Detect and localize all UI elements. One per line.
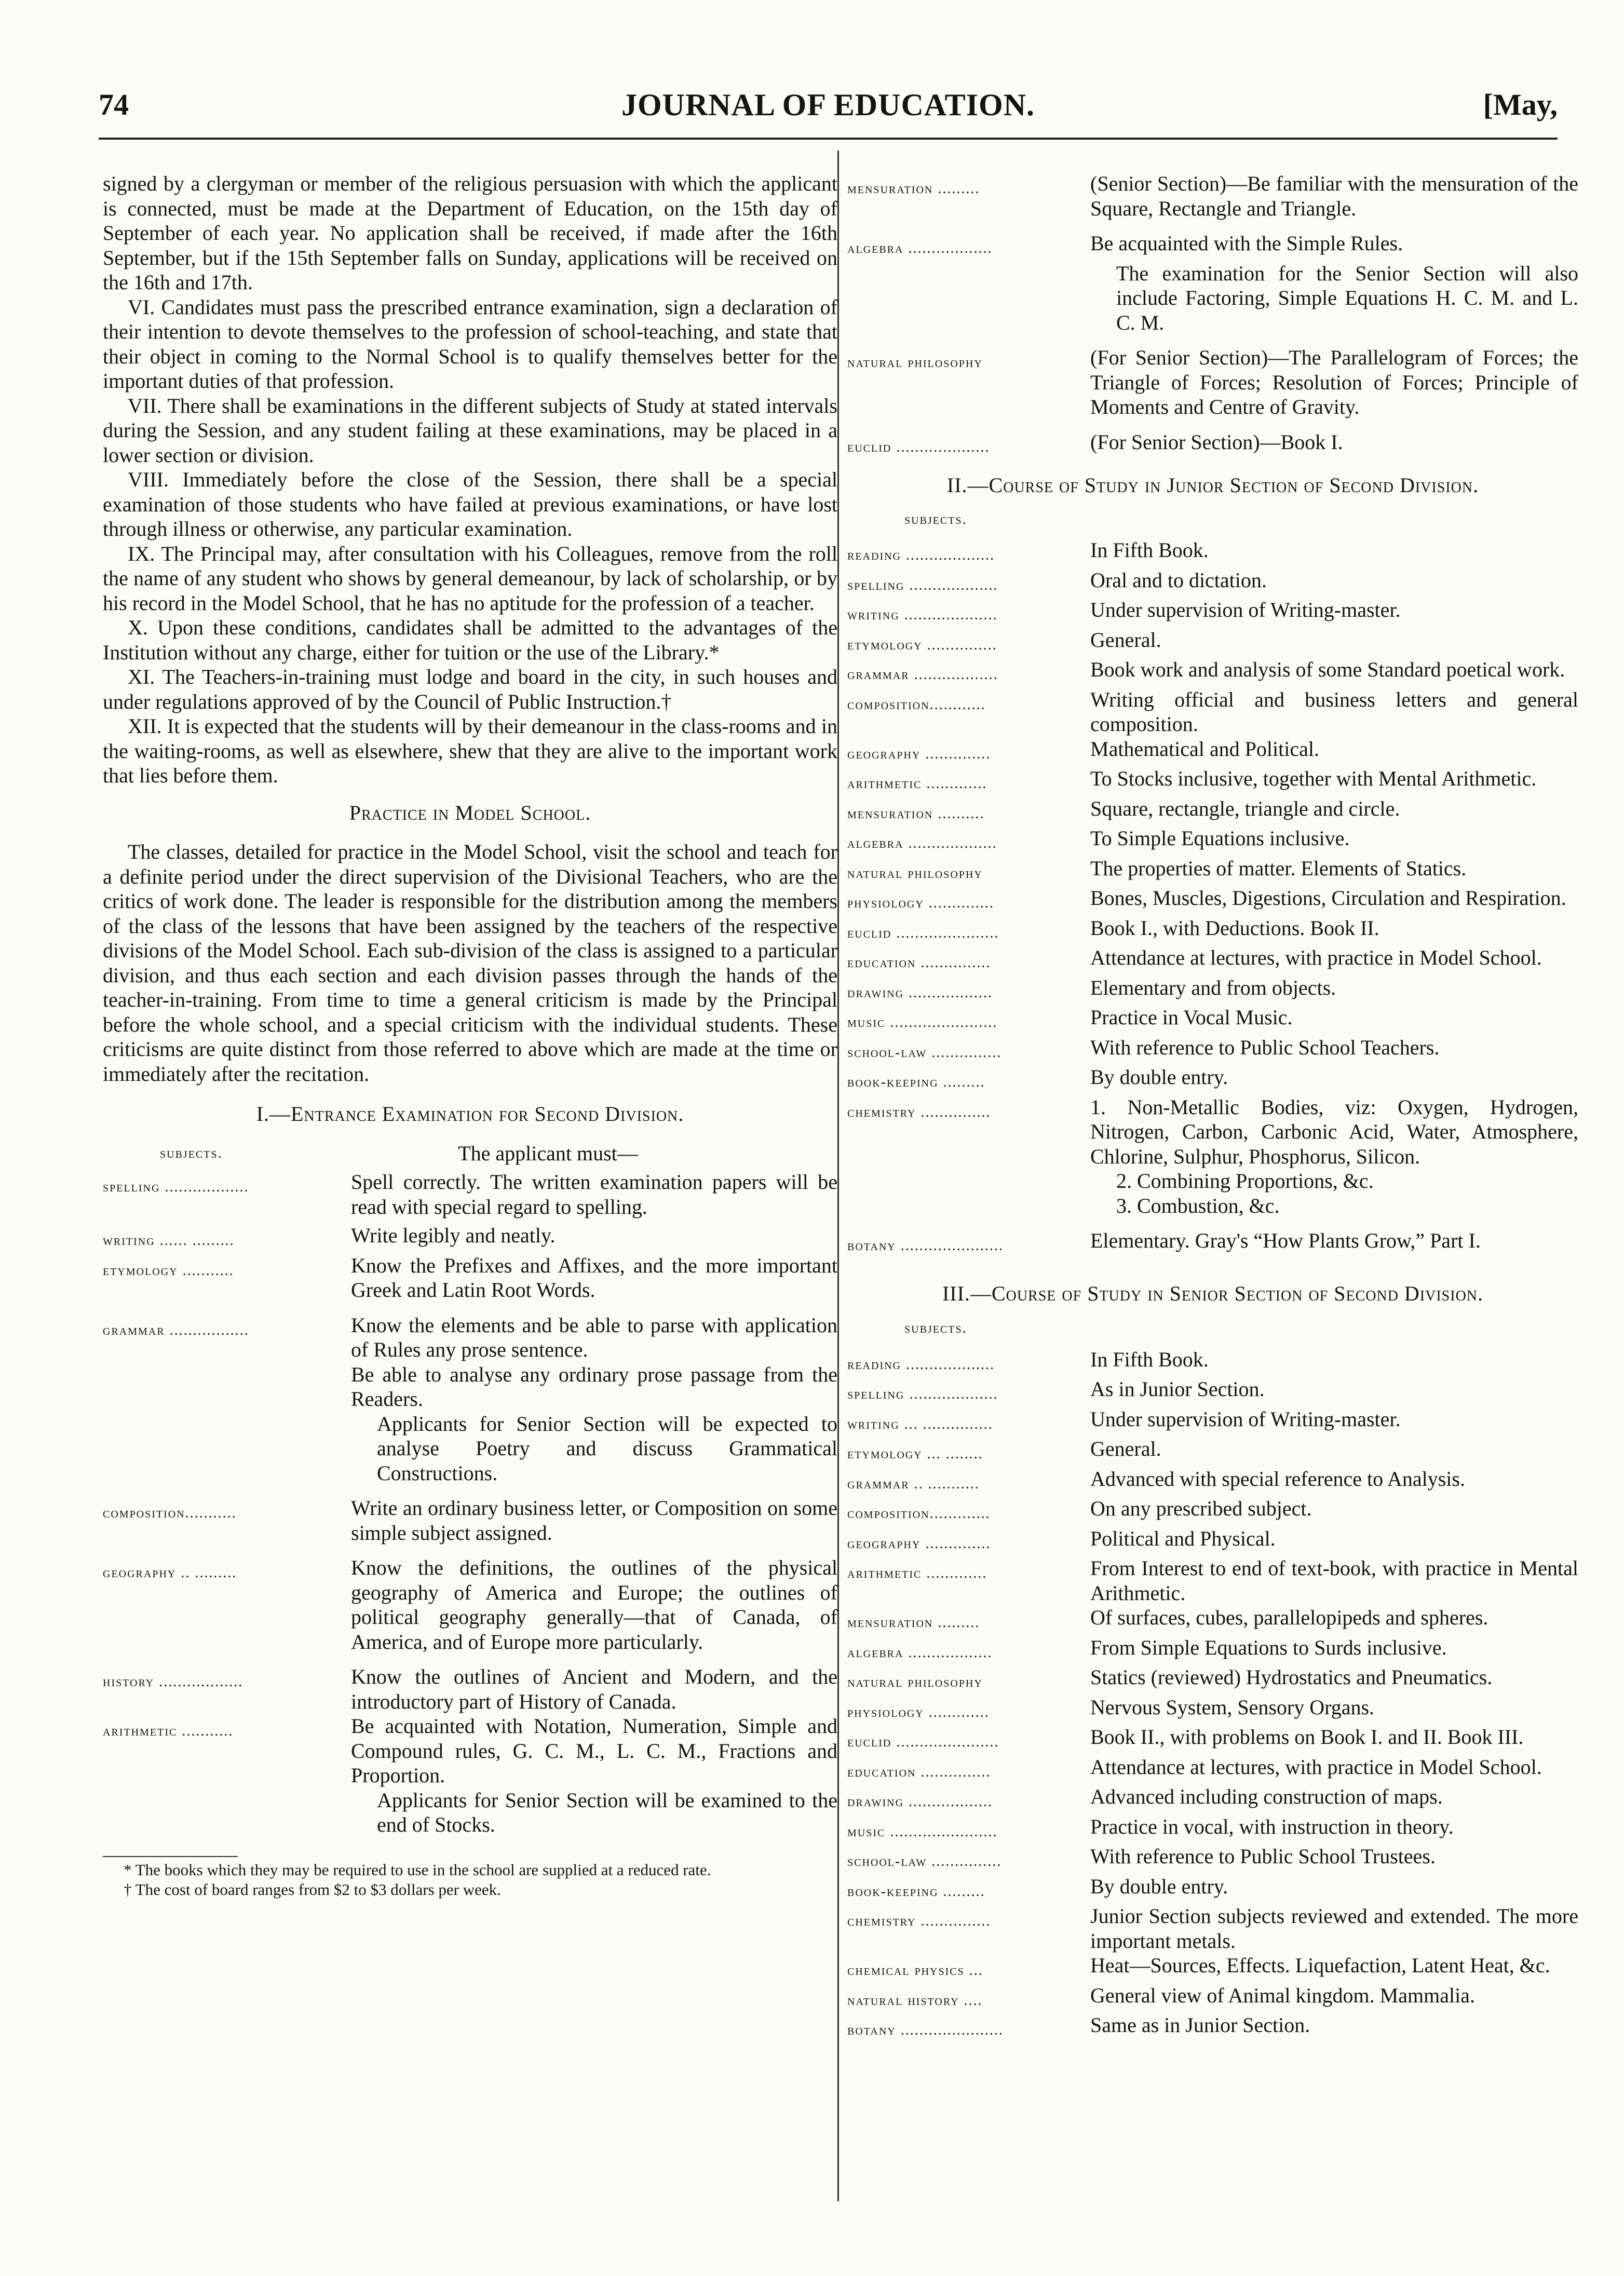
course-row bbox=[847, 1467, 1578, 1497]
subject-text: Same as in Junior Section. bbox=[1090, 2013, 1310, 2037]
subject-label: geography .............. bbox=[847, 746, 991, 762]
footnote: * The books which they may be required to use in the school are supplied at a reduced rate. bbox=[124, 1860, 711, 1879]
subject-label: botany ...................... bbox=[847, 2022, 1004, 2038]
subject-text: (For Senior Section)—The Parallelogram of Forces; the Triangle of Forces; Resolution of Forces; Principle of Moments and Centre of Gravity. bbox=[1090, 346, 1578, 418]
subject-text: Write an ordinary business letter, or Composition on some simple subject assigned. bbox=[351, 1496, 837, 1545]
course-row bbox=[847, 1983, 1578, 2013]
course-row bbox=[847, 1347, 1578, 1377]
subject-label: writing ...... ......... bbox=[103, 1232, 235, 1249]
senior-subject-row bbox=[847, 345, 1578, 419]
rule-ix: IX. The Principal may, after consultation with his Colleagues, remove from the roll the name of any student who shows by general demeanour, by lack of scholarship, or by his record in the Model School, that he has no aptitude for the profession of a teacher. bbox=[103, 541, 837, 615]
subject-label: euclid ...................... bbox=[847, 925, 999, 941]
subject-label: writing .................... bbox=[847, 607, 998, 623]
course-row bbox=[847, 916, 1578, 946]
entrance-row bbox=[103, 1664, 837, 1714]
senior-subject-row bbox=[847, 231, 1578, 261]
junior-course-list bbox=[847, 538, 1578, 1169]
subject-label: natural philosophy bbox=[847, 1674, 983, 1690]
journal-title: JOURNAL OF EDUCATION. bbox=[621, 88, 1035, 122]
grammar-extra-row bbox=[103, 1362, 837, 1412]
subject-label: spelling .................. bbox=[103, 1179, 249, 1195]
subject-text: With reference to Public School Teachers. bbox=[1090, 1035, 1440, 1059]
course-row bbox=[847, 538, 1578, 568]
subject-text: From Interest to end of text-book, with practice in Mental Arithmetic. bbox=[1090, 1556, 1578, 1605]
course-row bbox=[847, 1005, 1578, 1035]
entrance-row bbox=[103, 1253, 837, 1303]
chemistry-extra-row bbox=[847, 1194, 1578, 1218]
subject-text: Book II., with problems on Book I. and II. Book III. bbox=[1090, 1725, 1524, 1749]
header-rule bbox=[99, 138, 1558, 140]
page-header bbox=[99, 87, 1558, 134]
subject-label: geography .............. bbox=[847, 1535, 991, 1552]
entrance-row bbox=[103, 1313, 837, 1362]
practice-paragraph: The classes, detailed for practice in the Model School, visit the school and teach for a definite period under the direct supervision of the Divisional Teachers, who are the critics of work done. The leader is responsible for the distribution among the members of the class of the lessons that have been assigned by the teachers of the respective divisions of the Model School. Each sub-division of the class is assigned to a particular division, and thus each section and each division passes through the hands of the teacher-in-training. From time to time a general criticism is made by the Principal before the whole school, and a special criticism with the individual students. These criticisms are quite distinct from those referred to above which are made at the time or immediately after the recitation. bbox=[103, 840, 837, 1086]
course-row bbox=[847, 687, 1578, 737]
course-row bbox=[847, 1095, 1578, 1169]
subject-label: mensuration ......... bbox=[847, 181, 980, 197]
subject-label: euclid .................... bbox=[847, 439, 990, 455]
left-column bbox=[103, 171, 837, 1900]
course-row bbox=[847, 766, 1578, 796]
subject-label: euclid ...................... bbox=[847, 1734, 999, 1750]
subject-text: (Senior Section)—Be familiar with the mensuration of the Square, Rectangle and Triangle. bbox=[1090, 172, 1578, 220]
chemistry-extra-row bbox=[847, 1169, 1578, 1194]
senior-subject-row bbox=[847, 171, 1578, 221]
running-month: [May, bbox=[1483, 88, 1558, 121]
subject-text: Book I., with Deductions. Book II. bbox=[1090, 916, 1379, 940]
course-row bbox=[847, 2013, 1578, 2043]
subject-label: geography .. ......... bbox=[103, 1565, 237, 1581]
subjects-label: subjects. bbox=[160, 1145, 223, 1161]
subject-text: General view of Animal kingdom. Mammalia. bbox=[1090, 1983, 1475, 2007]
entrance-subheader bbox=[103, 1141, 837, 1166]
subject-label: spelling ................... bbox=[847, 577, 998, 593]
subject-label: physiology ............. bbox=[847, 1704, 990, 1720]
entrance-row bbox=[103, 1496, 837, 1545]
subject-text: Attendance at lectures, with practice in Model School. bbox=[1090, 1755, 1542, 1779]
course-row bbox=[847, 1605, 1578, 1635]
subject-label: composition........... bbox=[103, 1505, 237, 1521]
subject-label: etymology ........... bbox=[103, 1262, 234, 1279]
course-row bbox=[847, 628, 1578, 658]
junior-heading: II.—Course of Study in Junior Section of Second Division. bbox=[946, 473, 1479, 497]
subject-label: writing ... ............... bbox=[847, 1416, 993, 1432]
subject-label: grammar .................. bbox=[847, 667, 998, 683]
course-row bbox=[847, 1407, 1578, 1437]
course-row bbox=[847, 1437, 1578, 1467]
course-row bbox=[847, 1814, 1578, 1845]
subject-text: Elementary. Gray's “How Plants Grow,” Part I. bbox=[1090, 1229, 1481, 1252]
course-row bbox=[847, 598, 1578, 628]
subject-text: Writing official and business letters and general composition. bbox=[1090, 687, 1578, 736]
subject-text: Know the outlines of Ancient and Modern, and the introductory part of History of Canada. bbox=[351, 1665, 837, 1713]
grammar-senior-row bbox=[103, 1412, 837, 1486]
subject-label: school-law ............... bbox=[847, 1853, 1002, 1869]
subject-text: Know the definitions, the outlines of the physical geography of America and Europe; the outlines of political geography generally—that of Canada, of America, and of Europe more particularly. bbox=[351, 1556, 837, 1654]
entrance-row bbox=[103, 1714, 837, 1788]
subject-text: From Simple Equations to Surds inclusive. bbox=[1090, 1635, 1447, 1659]
page-number: 74 bbox=[99, 88, 129, 121]
arithmetic-senior-row bbox=[103, 1788, 837, 1837]
subject-label: algebra .................. bbox=[847, 1644, 993, 1661]
course-row bbox=[847, 1844, 1578, 1874]
course-row bbox=[847, 737, 1578, 767]
course-row bbox=[847, 945, 1578, 976]
subject-text: Bones, Muscles, Digestions, Circulation and Respiration. bbox=[1090, 886, 1566, 910]
subject-text: On any prescribed subject. bbox=[1090, 1497, 1312, 1520]
subject-label: arithmetic ............. bbox=[847, 1565, 987, 1581]
subject-label: natural philosophy bbox=[847, 355, 983, 371]
course-row bbox=[847, 657, 1578, 687]
subject-label: drawing .................. bbox=[847, 1794, 993, 1810]
subject-text: Mathematical and Political. bbox=[1090, 737, 1319, 761]
subject-label: etymology ............... bbox=[847, 636, 997, 653]
course-row bbox=[847, 976, 1578, 1006]
subject-label: school-law ............... bbox=[847, 1044, 1002, 1061]
senior-course-list bbox=[847, 1347, 1578, 2043]
course-row bbox=[847, 886, 1578, 916]
subject-label: spelling ................... bbox=[847, 1386, 998, 1402]
subject-text: Under supervision of Writing-master. bbox=[1090, 598, 1401, 621]
subject-label: music ....................... bbox=[847, 1014, 998, 1031]
course-row bbox=[847, 1953, 1578, 1983]
opening-paragraph: signed by a clergyman or member of the religious persuasion with which the applicant is connected, must be made at the Department of Education, on the 15th day of September of each year. No application shall be received, if made after the 16th September, but if the 15th September falls on Sunday, applications will be received on the 16th and 17th. bbox=[103, 172, 837, 294]
course-row bbox=[847, 1725, 1578, 1755]
subject-text: Heat—Sources, Effects. Liquefaction, Latent Heat, &c. bbox=[1090, 1954, 1550, 1977]
arithmetic-senior-note: Applicants for Senior Section will be examined to the end of Stocks. bbox=[377, 1788, 837, 1836]
rule-vi: VI. Candidates must pass the prescribed entrance examination, sign a declaration of their intention to devote themselves to the profession of school-teaching, and state that their object in coming to the Normal School is to qualify themselves better for the important duties of that profession. bbox=[103, 295, 837, 392]
subject-text: As in Junior Section. bbox=[1090, 1377, 1265, 1401]
course-row bbox=[847, 796, 1578, 827]
subject-label: education ............... bbox=[847, 955, 991, 971]
subject-text: Oral and to dictation. bbox=[1090, 568, 1267, 592]
subject-text: (For Senior Section)—Book I. bbox=[1090, 430, 1343, 454]
subject-label: education ............... bbox=[847, 1764, 991, 1780]
subject-label: arithmetic ........... bbox=[103, 1723, 234, 1739]
rule-xii: XII. It is expected that the students will by their demeanour in the class-rooms and in the waiting-rooms, as well as elsewhere, shew that they are alive to the important work that lies before them. bbox=[103, 714, 837, 787]
subject-text: Spell correctly. The written examination papers will be read with special regard to spelling. bbox=[351, 1170, 837, 1218]
subject-text: With reference to Public School Trustees. bbox=[1090, 1845, 1436, 1868]
subject-text: Nervous System, Sensory Organs. bbox=[1090, 1695, 1375, 1719]
subject-label: natural philosophy bbox=[847, 865, 983, 882]
subject-text: Be acquainted with Notation, Numeration, Simple and Compound rules, G. C. M., L. C. M., Fractions and Proportion. bbox=[351, 1714, 837, 1787]
subject-text: Know the elements and be able to parse with application of Rules any prose sentence. bbox=[351, 1313, 837, 1361]
course-row bbox=[847, 1904, 1578, 1953]
subject-text: Practice in Vocal Music. bbox=[1090, 1006, 1293, 1029]
senior-heading: III.—Course of Study in Senior Section of Second Division. bbox=[942, 1281, 1484, 1305]
subject-text: Political and Physical. bbox=[1090, 1526, 1276, 1550]
subject-label: grammar ................. bbox=[103, 1322, 249, 1338]
subject-label: etymology ... ........ bbox=[847, 1446, 983, 1462]
column-divider bbox=[837, 151, 839, 2201]
course-row bbox=[847, 1635, 1578, 1665]
subject-text: General. bbox=[1090, 1437, 1161, 1460]
subject-label: book-keeping ......... bbox=[847, 1883, 985, 1900]
algebra-senior-note: The examination for the Senior Section will also include Factoring, Simple Equations H. C. M. and L. C. M. bbox=[1116, 261, 1578, 334]
course-row bbox=[847, 1665, 1578, 1695]
right-column bbox=[847, 171, 1578, 2043]
subject-text: Book work and analysis of some Standard poetical work. bbox=[1090, 658, 1565, 681]
course-row bbox=[847, 1377, 1578, 1407]
entrance-heading: I.—Entrance Examination for Second Division. bbox=[256, 1102, 684, 1126]
subject-label: grammar .. ........... bbox=[847, 1475, 980, 1492]
course-row bbox=[847, 1695, 1578, 1725]
subject-text: Attendance at lectures, with practice in Model School. bbox=[1090, 946, 1542, 969]
practice-heading: Practice in Model School. bbox=[349, 801, 591, 824]
subject-text: The properties of matter. Elements of Statics. bbox=[1090, 856, 1467, 880]
course-row bbox=[847, 1228, 1578, 1258]
senior-subject-row bbox=[847, 430, 1578, 460]
subject-label: botany ...................... bbox=[847, 1238, 1004, 1254]
subject-text: General. bbox=[1090, 628, 1161, 652]
course-row bbox=[847, 856, 1578, 886]
subject-text: In Fifth Book. bbox=[1090, 538, 1209, 562]
chemistry-extra: 3. Combustion, &c. bbox=[1116, 1194, 1280, 1217]
footnote-rule bbox=[103, 1856, 238, 1857]
subject-label: mensuration ......... bbox=[847, 1615, 980, 1631]
subject-label: algebra .................. bbox=[847, 240, 993, 256]
course-row bbox=[847, 1526, 1578, 1556]
subject-text: To Simple Equations inclusive. bbox=[1090, 827, 1350, 850]
subject-label: chemistry ............... bbox=[847, 1104, 991, 1120]
subject-label: composition............. bbox=[847, 1506, 991, 1522]
algebra-senior-row bbox=[847, 261, 1578, 335]
entrance-row bbox=[103, 1170, 837, 1219]
subject-text: Advanced with special reference to Analysis. bbox=[1090, 1467, 1465, 1491]
entrance-row bbox=[103, 1223, 837, 1253]
grammar-senior-note: Applicants for Senior Section will be expected to analyse Poetry and discuss Grammatical Constructions. bbox=[377, 1412, 837, 1485]
subject-label: book-keeping ......... bbox=[847, 1074, 985, 1090]
applicant-must: The applicant must— bbox=[458, 1141, 638, 1165]
footnote: † The cost of board ranges from $2 to $3 dollars per week. bbox=[124, 1880, 501, 1899]
course-row bbox=[847, 1784, 1578, 1814]
subject-label: chemical physics ... bbox=[847, 1962, 983, 1979]
subject-label: reading ................... bbox=[847, 547, 995, 563]
course-row bbox=[847, 1755, 1578, 1785]
subject-label: reading ................... bbox=[847, 1356, 995, 1373]
entrance-row bbox=[103, 1555, 837, 1654]
rule-xi: XI. The Teachers-in-training must lodge and board in the city, in such houses and under regulations approved of by the Council of Public Instruction.† bbox=[103, 665, 837, 713]
subject-label: mensuration .......... bbox=[847, 805, 985, 822]
subject-text: Know the Prefixes and Affixes, and the more important Greek and Latin Root Words. bbox=[351, 1253, 837, 1302]
grammar-extra: Be able to analyse any ordinary prose passage from the Readers. bbox=[351, 1362, 837, 1411]
subjects-label: subjects. bbox=[904, 1320, 967, 1336]
rule-vii: VII. There shall be examinations in the different subjects of Study at stated intervals during the Session, and any student failing at these examinations, may be placed in a lower section or division. bbox=[103, 394, 837, 467]
subject-text: Statics (reviewed) Hydrostatics and Pneumatics. bbox=[1090, 1665, 1493, 1689]
subject-label: history .................. bbox=[103, 1674, 243, 1690]
subject-label: music ....................... bbox=[847, 1823, 998, 1840]
course-row bbox=[847, 1874, 1578, 1904]
course-row bbox=[847, 1556, 1578, 1605]
subject-label: drawing .................. bbox=[847, 984, 993, 1001]
subject-label: chemistry ............... bbox=[847, 1913, 991, 1929]
subjects-label: subjects. bbox=[904, 511, 967, 527]
subject-text: Of surfaces, cubes, parallelopipeds and spheres. bbox=[1090, 1606, 1488, 1629]
subject-text: Square, rectangle, triangle and circle. bbox=[1090, 796, 1400, 820]
subject-text: Practice in vocal, with instruction in theory. bbox=[1090, 1814, 1454, 1838]
subject-text: By double entry. bbox=[1090, 1874, 1228, 1898]
subject-text: Junior Section subjects reviewed and extended. The more important metals. bbox=[1090, 1904, 1578, 1953]
course-row bbox=[847, 568, 1578, 598]
subject-text: Under supervision of Writing-master. bbox=[1090, 1407, 1401, 1431]
subject-text: Be acquainted with the Simple Rules. bbox=[1090, 232, 1403, 255]
subject-text: Write legibly and neatly. bbox=[351, 1224, 556, 1247]
rule-x: X. Upon these conditions, candidates shall be admitted to the advantages of the Institution without any charge, either for tuition or the use of the Library.* bbox=[103, 616, 837, 664]
subject-label: algebra ................... bbox=[847, 835, 997, 851]
subject-text: Advanced including construction of maps. bbox=[1090, 1785, 1443, 1808]
subject-label: arithmetic ............. bbox=[847, 776, 987, 792]
course-row bbox=[847, 1496, 1578, 1526]
subject-text: Elementary and from objects. bbox=[1090, 976, 1336, 999]
course-row bbox=[847, 826, 1578, 856]
subject-text: To Stocks inclusive, together with Mental Arithmetic. bbox=[1090, 767, 1537, 790]
subject-text: 1. Non-Metallic Bodies, viz: Oxygen, Hydrogen, Nitrogen, Carbon, Carbonic Acid, Water, Atmosphere, Chlorine, Sulphur, Phosphorus, Silicon. bbox=[1090, 1095, 1578, 1168]
course-row bbox=[847, 1035, 1578, 1065]
course-row bbox=[847, 1065, 1578, 1095]
subject-label: physiology .............. bbox=[847, 895, 994, 911]
rule-viii: VIII. Immediately before the close of the Session, there shall be a special examination of those students who have failed at previous examinations, or have lost through illness or otherwise, any particular examination. bbox=[103, 468, 837, 540]
subject-text: In Fifth Book. bbox=[1090, 1347, 1209, 1371]
subject-text: By double entry. bbox=[1090, 1065, 1228, 1089]
subject-label: composition............ bbox=[847, 696, 986, 713]
chemistry-extra: 2. Combining Proportions, &c. bbox=[1116, 1169, 1374, 1193]
subject-label: natural history .... bbox=[847, 1992, 983, 2009]
